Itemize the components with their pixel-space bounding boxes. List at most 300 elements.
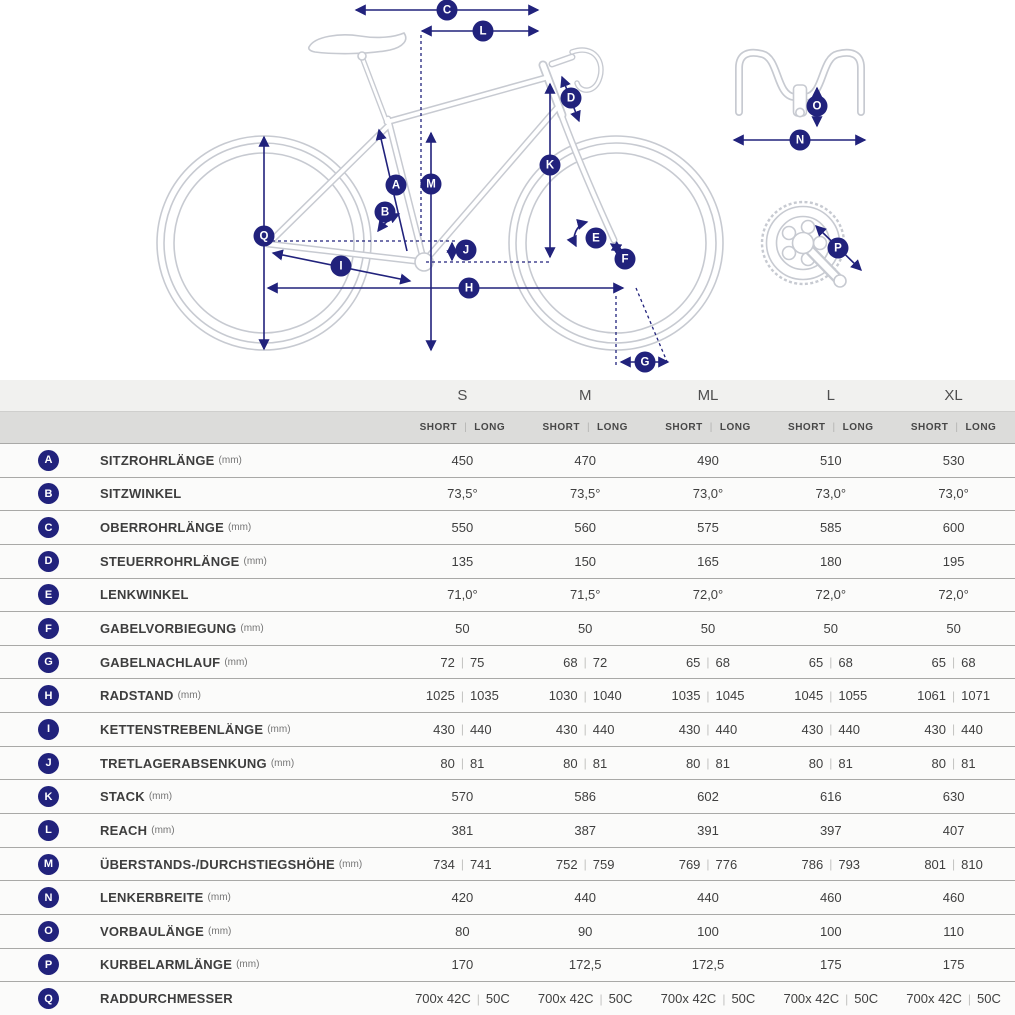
value: 430 (924, 721, 947, 737)
value-cell (769, 857, 892, 872)
value: 1030 (548, 688, 578, 704)
diagram-badge-letter: I (339, 260, 343, 273)
value: 50C (731, 991, 756, 1007)
value-cell (401, 924, 524, 939)
value: 776 (715, 856, 738, 872)
value: 752 (555, 856, 578, 872)
row-label: GABELNACHLAUF (100, 654, 221, 670)
value-separator: | (967, 991, 972, 1006)
value: 1045 (715, 688, 745, 704)
row-unit: (mm) (224, 656, 248, 668)
value-cell (647, 520, 770, 535)
value: 50C (977, 991, 1001, 1007)
size-header-xl: XL (944, 387, 963, 404)
size-header-s: S (457, 387, 468, 404)
value-cell (647, 789, 770, 804)
value-separator: | (829, 655, 833, 670)
row-letter-badge: M (38, 854, 59, 875)
size-header-row (0, 380, 1015, 411)
value-cell (524, 756, 647, 771)
row-label-cell (0, 584, 401, 605)
row-label: RADSTAND (100, 688, 174, 704)
geometry-row-c (0, 510, 1015, 544)
value: 460 (819, 890, 842, 906)
value-cell (769, 890, 892, 905)
value-separator: | (829, 857, 833, 871)
value: 135 (451, 553, 474, 569)
value-separator: | (952, 688, 956, 703)
value: 600 (942, 520, 965, 536)
diagram-badge-letter: M (426, 178, 436, 191)
long-label: LONG (597, 422, 628, 433)
value: 440 (592, 721, 615, 737)
row-letter-badge: E (38, 584, 59, 605)
value-cell (401, 890, 524, 905)
value-cell (524, 823, 647, 838)
row-label: TRETLAGERABSENKUNG (100, 755, 267, 771)
value: 72,0° (815, 587, 847, 603)
value-cell (401, 587, 524, 602)
value-cell (401, 789, 524, 804)
value: 575 (697, 520, 719, 536)
value-cell (892, 924, 1015, 939)
value-cell (769, 991, 892, 1006)
value-cell (647, 621, 770, 636)
variant-header-ml (647, 422, 770, 433)
value: 150 (574, 553, 597, 569)
value: 1055 (838, 688, 868, 704)
value-cell (892, 722, 1015, 737)
row-label: STACK (100, 789, 145, 805)
value-separator: | (722, 991, 726, 1006)
value: 700x 42C (415, 991, 471, 1007)
row-label-cell (0, 786, 401, 807)
value: 700x 42C (906, 991, 962, 1007)
value-cell (524, 857, 647, 872)
value-separator: | (583, 756, 587, 771)
row-label-cell (0, 618, 401, 639)
value-cell (401, 722, 524, 737)
value-cell (769, 756, 892, 771)
value-cell (524, 554, 647, 569)
value: 80 (440, 755, 455, 771)
value: 71,5° (569, 587, 601, 603)
value: 530 (942, 452, 965, 468)
value-cell (647, 756, 770, 771)
value: 50 (946, 621, 961, 637)
value-cell (524, 520, 647, 535)
value: 73,0° (815, 486, 847, 502)
row-label-cell (0, 887, 401, 908)
row-label-cell (0, 921, 401, 942)
value: 387 (574, 822, 597, 838)
value-cell (769, 621, 892, 636)
value-cell (524, 722, 647, 737)
value: 1071 (961, 688, 991, 704)
row-label-cell (0, 483, 401, 504)
value-separator: | (476, 991, 480, 1006)
value: 175 (819, 957, 842, 973)
value-separator: | (583, 722, 587, 737)
value: 700x 42C (660, 991, 717, 1007)
value: 65 (808, 654, 824, 670)
row-label: VORBAULÄNGE (100, 923, 205, 939)
row-label-cell (0, 988, 401, 1009)
value: 460 (942, 890, 965, 906)
value-cell (524, 789, 647, 804)
value: 50C (608, 991, 633, 1007)
row-label: RADDURCHMESSER (100, 991, 233, 1007)
geometry-row-i (0, 712, 1015, 746)
value: 630 (942, 789, 965, 805)
geometry-row-p (0, 948, 1015, 982)
value-separator: | (460, 688, 464, 703)
value: 440 (715, 721, 738, 737)
row-letter-badge: P (38, 954, 59, 975)
value: 50C (485, 991, 510, 1007)
value: 700x 42C (783, 991, 840, 1007)
value-separator: | (706, 857, 710, 871)
value: 80 (455, 923, 470, 939)
value-cell (647, 722, 770, 737)
geometry-row-k (0, 779, 1015, 813)
row-label-cell (0, 551, 401, 572)
value: 68 (563, 654, 578, 670)
value: 65 (685, 654, 701, 670)
saddle-clamp (358, 52, 366, 60)
value: 450 (451, 452, 474, 468)
value: 75 (469, 654, 485, 670)
geometry-row-j (0, 746, 1015, 780)
long-label: LONG (842, 422, 874, 433)
value-cell (647, 587, 770, 602)
value-cell (401, 991, 524, 1006)
value: 195 (942, 553, 965, 569)
value-separator: | (460, 655, 464, 670)
value: 585 (819, 520, 842, 536)
value: 50 (700, 621, 716, 637)
value-cell (769, 554, 892, 569)
value-cell (892, 520, 1015, 535)
value-cell (647, 823, 770, 838)
geometry-row-l (0, 813, 1015, 847)
row-label-cell (0, 685, 401, 706)
geometry-row-g (0, 645, 1015, 679)
diagram-badge-letter: C (442, 4, 452, 17)
value-cell (647, 857, 770, 872)
separator: | (586, 422, 591, 433)
diagram-badge-letter: L (479, 25, 487, 38)
value: 560 (574, 520, 597, 536)
row-label-cell (0, 753, 401, 774)
short-label: SHORT (665, 422, 703, 433)
diagram-badge-letter: Q (259, 230, 269, 243)
value-cell (524, 688, 647, 703)
value: 1040 (592, 688, 622, 704)
row-label-cell (0, 954, 401, 975)
geometry-row-d (0, 544, 1015, 578)
geometry-row-a (0, 443, 1015, 477)
value: 602 (697, 789, 719, 805)
value: 1061 (917, 688, 947, 704)
value-separator: | (460, 857, 464, 871)
row-letter-badge: Q (38, 988, 59, 1009)
value: 430 (678, 721, 701, 737)
row-label-cell (0, 719, 401, 740)
value: 430 (433, 721, 455, 737)
row-letter-badge: I (38, 719, 59, 740)
row-letter-badge: L (38, 820, 59, 841)
row-unit: (mm) (267, 723, 291, 735)
diagram-badge-letter: O (812, 100, 822, 113)
row-unit: (mm) (207, 892, 231, 904)
value-cell (769, 655, 892, 670)
row-label: GABELVORBIEGUNG (100, 621, 237, 637)
value-cell (401, 823, 524, 838)
value-cell (647, 890, 770, 905)
variant-header-s (401, 422, 524, 433)
value-separator: | (599, 991, 603, 1006)
diagram-badge-letter: D (566, 92, 576, 105)
value-cell (647, 957, 770, 972)
value: 72,0° (938, 587, 969, 603)
geometry-row-b (0, 477, 1015, 511)
value: 510 (819, 452, 842, 468)
value-cell (769, 520, 892, 535)
value-cell (647, 655, 770, 670)
value-cell (647, 991, 770, 1006)
value: 1035 (469, 688, 499, 704)
value: 490 (697, 452, 719, 468)
value: 110 (943, 923, 964, 939)
value-separator: | (583, 688, 587, 703)
value-cell (769, 486, 892, 501)
value-cell (401, 655, 524, 670)
geometry-row-h (0, 678, 1015, 712)
value-cell (524, 924, 647, 939)
value-cell (401, 486, 524, 501)
row-label: SITZWINKEL (100, 486, 182, 502)
value-cell (892, 890, 1015, 905)
value: 81 (469, 755, 485, 771)
value-cell (401, 957, 524, 972)
value: 470 (574, 452, 597, 468)
value: 100 (697, 923, 719, 939)
value-cell (401, 554, 524, 569)
value-cell (769, 688, 892, 703)
value: 759 (592, 856, 615, 872)
diagram-badge-letter: E (592, 232, 600, 245)
geometry-table (0, 380, 1015, 1015)
row-letter-badge: K (38, 786, 59, 807)
value: 68 (961, 654, 976, 670)
value: 741 (469, 856, 492, 872)
value: 71,0° (447, 587, 478, 603)
value-cell (892, 823, 1015, 838)
value: 50 (823, 621, 839, 637)
value: 50C (854, 991, 879, 1007)
value: 440 (838, 721, 861, 737)
row-unit: (mm) (270, 757, 295, 769)
value-cell (892, 688, 1015, 703)
value: 81 (961, 755, 976, 771)
value: 73,0° (692, 486, 724, 502)
value: 407 (942, 822, 965, 838)
row-letter-badge: B (38, 483, 59, 504)
value-cell (647, 486, 770, 501)
value-cell (647, 924, 770, 939)
value: 430 (801, 721, 824, 737)
value: 73,5° (447, 486, 478, 502)
value-cell (401, 857, 524, 872)
value: 172,5 (568, 957, 602, 973)
value: 72 (440, 654, 455, 670)
value: 175 (942, 957, 965, 973)
value: 793 (838, 856, 861, 872)
value: 440 (961, 721, 983, 737)
value: 100 (819, 923, 842, 939)
value-separator: | (952, 655, 956, 670)
value: 165 (697, 553, 719, 569)
value: 68 (838, 654, 853, 670)
value-separator: | (583, 655, 587, 670)
value-cell (769, 453, 892, 468)
value-separator: | (952, 722, 956, 737)
diagram-badge-letter: K (545, 159, 555, 172)
row-letter-badge: A (38, 450, 59, 471)
row-label-cell (0, 854, 401, 875)
bike-diagram-svg (0, 0, 1015, 380)
geometry-row-e (0, 578, 1015, 612)
row-unit: (mm) (208, 925, 232, 937)
value-separator: | (706, 688, 710, 703)
value: 700x 42C (537, 991, 594, 1007)
value-cell (769, 823, 892, 838)
geometry-row-n (0, 880, 1015, 914)
row-label: LENKERBREITE (100, 890, 204, 906)
value: 1025 (425, 688, 455, 704)
row-letter-badge: N (38, 887, 59, 908)
value: 550 (451, 520, 474, 536)
value-cell (892, 554, 1015, 569)
value: 80 (808, 755, 824, 771)
value-cell (401, 520, 524, 535)
value-separator: | (829, 722, 833, 737)
value-cell (769, 587, 892, 602)
row-letter-badge: G (38, 652, 59, 673)
value: 172,5 (691, 957, 725, 973)
size-header-ml: ML (697, 387, 719, 404)
value: 381 (451, 822, 474, 838)
value: 80 (931, 755, 947, 771)
long-label: LONG (719, 422, 751, 433)
value: 68 (715, 654, 731, 670)
geometry-row-o (0, 914, 1015, 948)
value: 72 (592, 654, 608, 670)
diagram-badge-letter: B (380, 206, 390, 219)
row-unit: (mm) (151, 824, 175, 836)
short-label: SHORT (788, 422, 826, 433)
value-cell (892, 655, 1015, 670)
row-unit: (mm) (236, 959, 260, 971)
bike-geometry-diagram (0, 0, 1015, 380)
value-cell (524, 655, 647, 670)
diagram-badge-letter: F (621, 253, 629, 266)
value-cell (401, 688, 524, 703)
row-unit: (mm) (338, 858, 363, 870)
row-label-cell (0, 450, 401, 471)
row-label: SITZROHRLÄNGE (100, 452, 215, 468)
geometry-row-m (0, 847, 1015, 881)
saddle (309, 33, 406, 54)
value: 786 (801, 856, 824, 872)
value-cell (401, 756, 524, 771)
value-separator: | (706, 655, 710, 670)
value-separator: | (460, 722, 464, 737)
value-cell (892, 453, 1015, 468)
value: 391 (697, 822, 719, 838)
value-cell (769, 789, 892, 804)
row-letter-badge: H (38, 685, 59, 706)
value: 170 (451, 957, 474, 973)
value-cell (524, 621, 647, 636)
row-letter-badge: J (38, 753, 59, 774)
diagram-badge-letter: A (391, 179, 401, 192)
long-label: LONG (474, 422, 506, 433)
value-cell (892, 857, 1015, 872)
value: 81 (592, 755, 608, 771)
value-cell (892, 957, 1015, 972)
value-cell (524, 890, 647, 905)
row-label-cell (0, 820, 401, 841)
value: 769 (678, 856, 701, 872)
value-cell (769, 924, 892, 939)
row-unit: (mm) (227, 522, 252, 534)
value-separator: | (706, 722, 710, 737)
value: 1045 (794, 688, 824, 704)
value: 90 (577, 923, 593, 939)
value: 80 (685, 755, 701, 771)
row-label-cell (0, 652, 401, 673)
value: 80 (563, 755, 578, 771)
value-cell (769, 722, 892, 737)
value-cell (892, 991, 1015, 1006)
value-separator: | (460, 756, 464, 771)
value: 81 (715, 755, 731, 771)
short-label: SHORT (419, 422, 458, 433)
size-header-l: L (826, 387, 835, 404)
separator: | (955, 422, 959, 433)
value: 440 (574, 890, 597, 906)
geometry-row-q (0, 981, 1015, 1015)
value-cell (524, 991, 647, 1006)
row-letter-badge: D (38, 551, 59, 572)
value: 73,5° (569, 486, 601, 502)
value-cell (401, 621, 524, 636)
row-label: REACH (100, 822, 148, 838)
value-separator: | (952, 857, 956, 871)
value: 420 (451, 890, 474, 906)
value: 440 (697, 890, 719, 906)
value: 801 (924, 856, 947, 872)
separator: | (832, 422, 836, 433)
row-unit: (mm) (240, 623, 264, 635)
separator: | (709, 422, 713, 433)
value: 72,0° (692, 587, 724, 603)
diagram-badge-letter: H (464, 282, 474, 295)
variant-header-l (769, 422, 892, 433)
value: 810 (961, 856, 983, 872)
